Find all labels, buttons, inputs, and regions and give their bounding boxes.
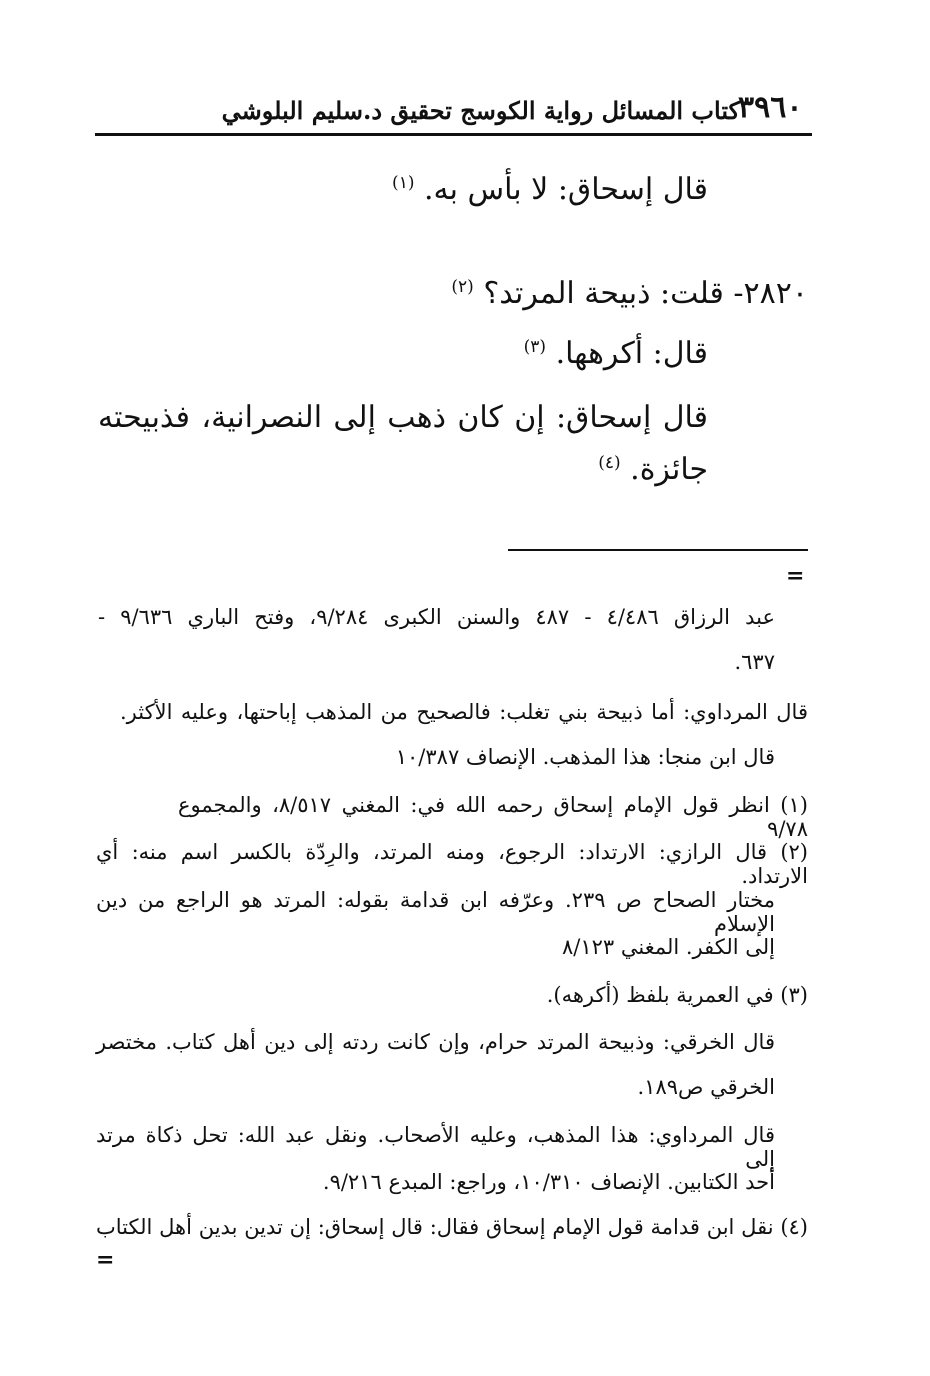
footnote-ref: (٤) (598, 453, 621, 473)
word: فذبيحته (98, 400, 191, 435)
footnote-line: ٦٣٧. (734, 650, 775, 674)
word: إن (514, 400, 545, 435)
footnote-line (178, 793, 808, 841)
footnote-line: أحد الكتابين. الإنصاف ١٠/٣١٠، وراجع: المبدع ٩/٢١٦. (322, 1170, 775, 1194)
footnote-line: الخرقي ص١٨٩. (637, 1075, 775, 1099)
footnote-line (96, 1215, 808, 1239)
footnote-text: قال الخرقي: وذبيحة المرتد حرام، وإن كانت ردته إلى دين أهل كتاب. مختصر (96, 1030, 775, 1054)
continuation-mark: = (786, 563, 805, 589)
running-header-title: كتاب المسائل رواية الكوسج تحقيق د.سليم البلوشي (221, 96, 740, 125)
main-line-5 (598, 452, 708, 488)
main-text: ٢٨٢٠- قلت: ذبيحة المرتد؟ (483, 276, 808, 311)
footnote-ref: (١) (392, 173, 415, 193)
word: إسحاق: (555, 400, 652, 435)
footnote-line: إلى الكفر. المغني ٨/١٢٣ (561, 935, 775, 959)
main-line-3 (524, 336, 708, 372)
word: النصرانية، (201, 400, 323, 435)
word: كان (457, 400, 503, 435)
footnote-text: قال المرداوي: هذا المذهب، وعليه الأصحاب. ونقل عبد الله: تحل ذكاة مرتد إلى (96, 1123, 775, 1171)
footnote-ref: (٢) (451, 277, 474, 297)
main-line-4 (98, 400, 708, 435)
main-text: قال: أكرهها. (555, 336, 708, 371)
footnote-line (96, 888, 775, 936)
footnote-text: قال المرداوي: أما ذبيحة بني تغلب: فالصحيح من المذهب إباحتها، وعليه الأكثر. (120, 700, 808, 724)
footnote-text: (٤) نقل ابن قدامة قول الإمام إسحاق فقال: قال إسحاق: إن تدين بدين أهل الكتاب (96, 1215, 808, 1239)
word: إلى (333, 400, 376, 435)
header-rule (95, 133, 812, 136)
end-continuation-mark: = (96, 1247, 115, 1273)
footnote-line (98, 605, 775, 629)
page-number: ٣٩٦٠ (738, 90, 803, 125)
footnote-text: مختار الصحاح ص ٢٣٩. وعرّفه ابن قدامة بقوله: المرتد هو الراجع من دين الإسلام (96, 888, 775, 936)
footnote-line: (٣) في العمرية بلفظ (أكرهه). (546, 983, 808, 1007)
main-text: قال إسحاق: لا بأس به. (424, 172, 708, 207)
main-line-1 (392, 172, 708, 208)
main-text: جائزة. (630, 452, 708, 487)
footnote-ref: (٣) (523, 337, 547, 357)
footnote-text: (٢) قال الرازي: الارتداد: الرجوع، ومنه المرتد، والرِدّة بالكسر اسم منه: أي الارتداد. (96, 840, 808, 888)
footnote-line: قال ابن منجا: هذا المذهب. الإنصاف ١٠/٣٨٧ (395, 745, 775, 769)
word: ذهب (387, 400, 446, 435)
footnote-line (96, 1123, 775, 1171)
main-line-2 (451, 276, 808, 312)
footnote-text: عبد الرزاق ٤/٤٨٦ - ٤٨٧ والسنن الكبرى ٩/٢٨٤، وفتح الباري ٩/٦٣٦ - (98, 605, 775, 629)
footnote-line (96, 840, 808, 888)
footnote-separator (508, 549, 808, 551)
footnote-line (120, 700, 808, 724)
footnote-text: (١) انظر قول الإمام إسحاق رحمه الله في: المغني ٨/٥١٧، والمجموع ٩/٧٨ (178, 793, 808, 841)
footnote-line (96, 1030, 775, 1054)
word: قال (662, 400, 708, 435)
